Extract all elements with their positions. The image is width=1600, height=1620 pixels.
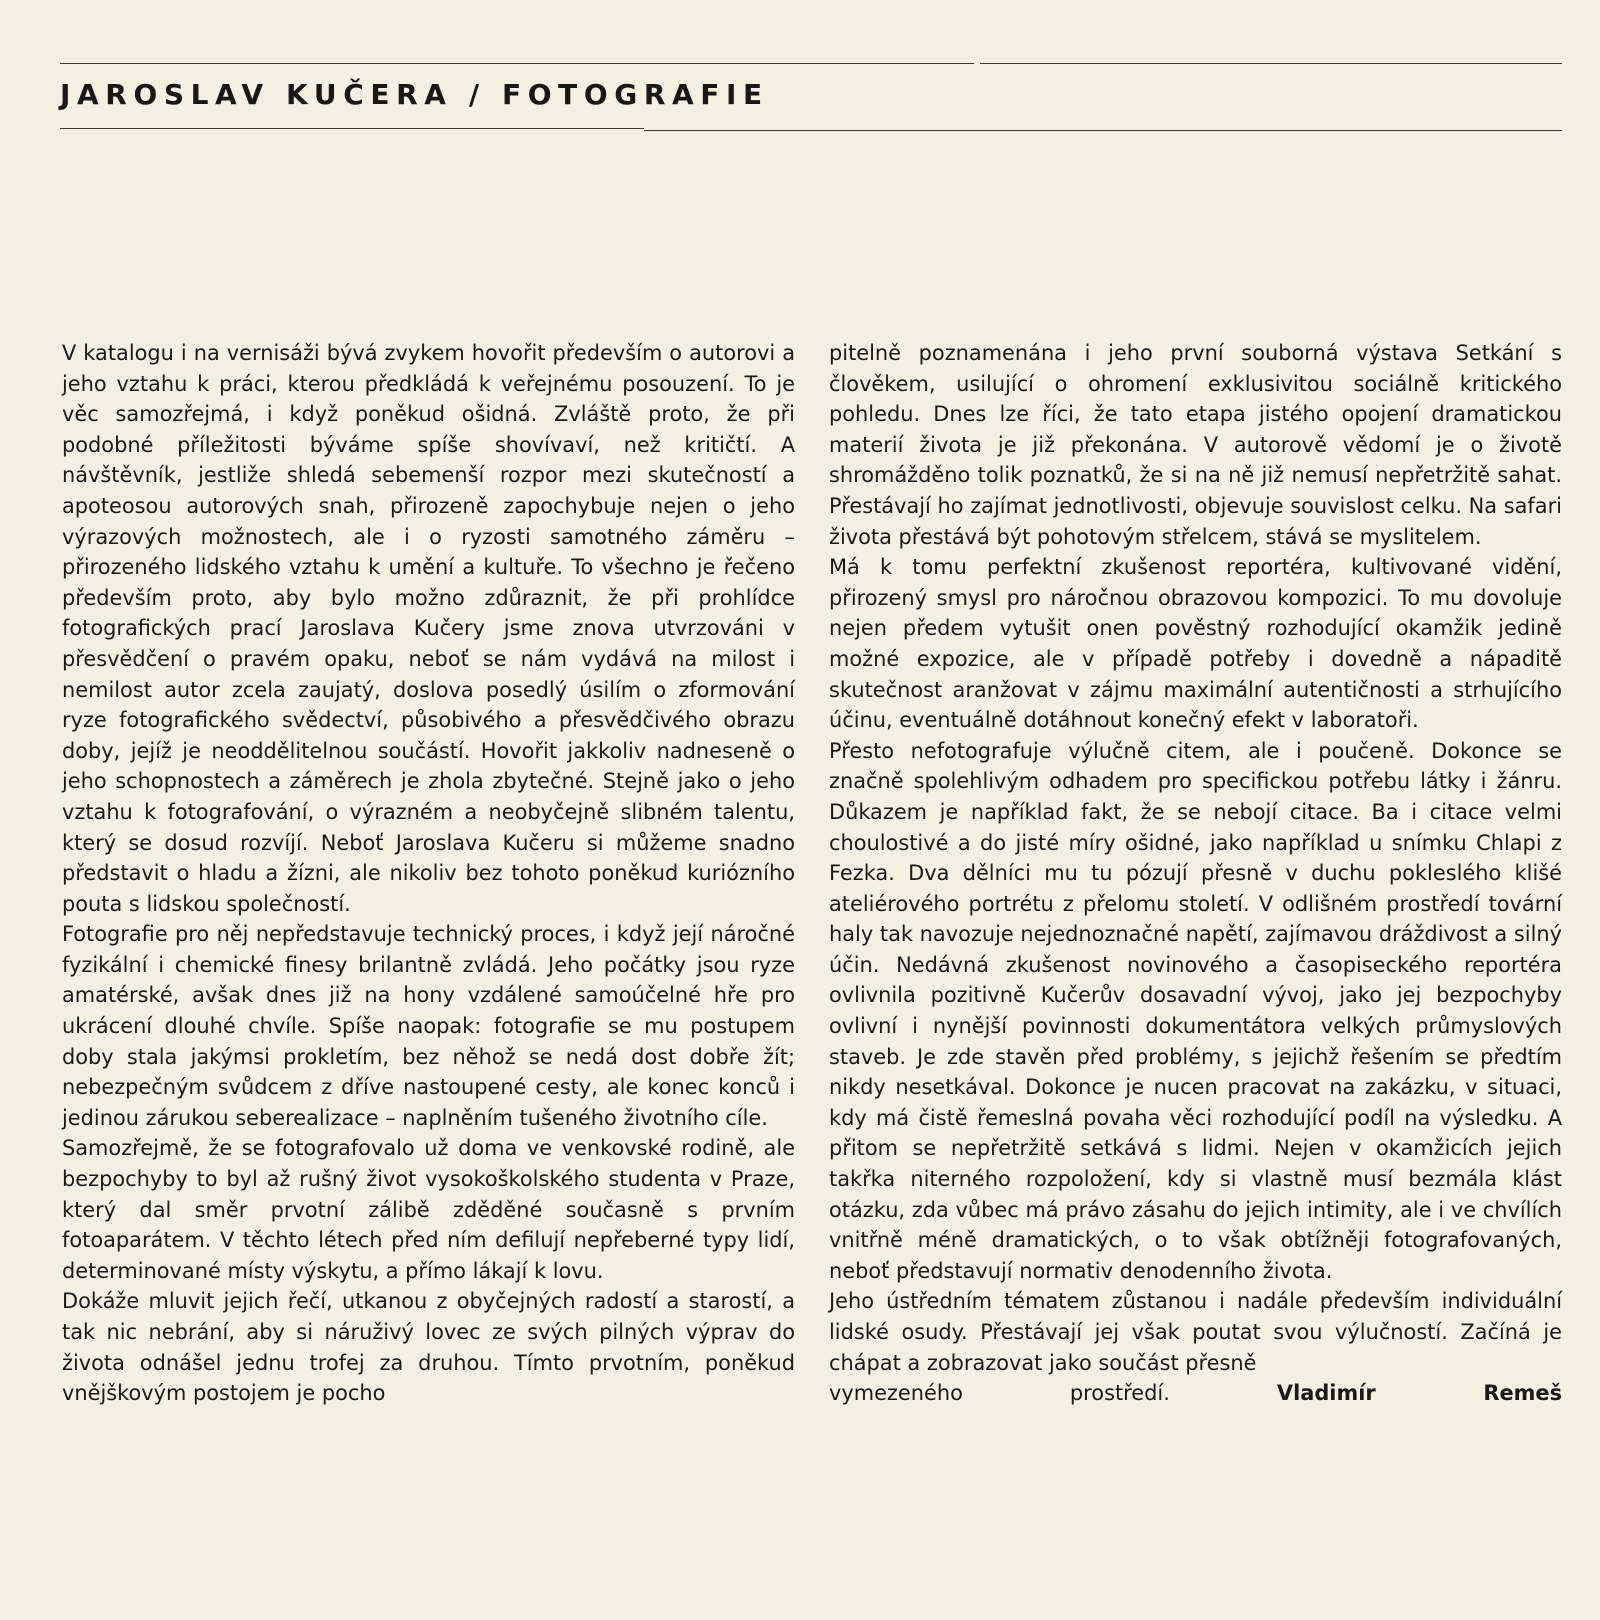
paragraph: Má k tomu perfektní zkušenost reportéra, kultivované vidění, přirozený smysl pro náročnou obrazovou kompozici. To mu dovoluje nejen předem vytušit onen pověstný rozhodující okamžik jedině možné expozice, ale v případě potřeby i dovedně a nápaditě skutečnost aranžovat v zájmu maximální autentičnosti a strhujícího účinu, eventuálně dotáhnout konečný efekt v laboratoři.	[829, 555, 1562, 733]
paragraph: Fotografie pro něj nepředstavuje technický proces, i když její náročné fyzikální i chemické finesy brilantně zvládá. Jeho počátky jsou ryze amatérské, avšak dnes již na hony vzdálené samoúčelné hře pro ukrácení dlouhé chvíle. Spíše naopak: fotografie se mu postupem doby stala jakýmsi prokletím, bez něhož se nedá dost dobře žít; nebezpečným svůdcem z dříve nastoupené cesty, ale konec konců i jedinou zárukou seberealizace – naplněním tušeného životního cíle.	[62, 922, 795, 1130]
paragraph: Samozřejmě, že se fotografovalo už doma ve venkovské rodině, ale bezpochyby to byl až rušný život vysokoškolského studenta v Praze, který dal směr prvotní zálibě zděděné současně s prvním fotoaparátem. V těchto létech před ním defilují nepřeberné typy lidí, determinované místy výskytu, a přímo lákají k lovu.	[62, 1136, 795, 1283]
paragraph: pitelně poznamenána i jeho první souborná výstava Setkání s člověkem, usilující o ohromení exklusivitou sociálně kritického pohledu. Dnes lze říci, že tato etapa jistého opojení dramatickou materií života je již překonána. V autorově vědomí je o životě shromážděno tolik poznatků, že si na ně již nemusí nepřetržitě sahat. Přestávají ho zajímat jednotlivosti, objevuje souvislost celku. Na safari života přestává být pohotovým střelcem, stává se myslitelem.	[829, 341, 1562, 549]
paragraph: Přesto nefotografuje výlučně citem, ale i poučeně. Dokonce se značně spolehlivým odhadem pro specifickou potřebu látky i žánru. Důkazem je například fakt, že se nebojí citace. Ba i citace velmi choulostivé a do jisté míry ošidné, jako například u snímku Chlapi z Fezka. Dva dělníci mu tu pózují přesně v duchu pokleslého klišé ateliérového portrétu z přelomu století. V odlišném prostředí tovární haly tak navozuje nejednoznačné napětí, zajímavou dráždivost a silný účin. Nedávná zkušenost novinového a časopiseckého reportéra ovlivnila pozitivně Kučerův dosavadní vývoj, jako jej bezpochyby ovlivní i nynější povinnosti dokumentátora velkých průmyslových staveb. Je zde stavěn před problémy, s jejichž řešením se předtím nikdy nesetkával. Dokonce je nucen pracovat na zakázku, v situaci, kdy má čistě řemeslná povaha věci rozhodující podíl na výsledku. A přitom se nepřetržitě setkává s lidmi. Nejen v okamžicích jejich takřka niterného rozpoložení, kdy si vlastně musí bezmála klást otázku, zda vůbec má právo zásahu do jejich intimity, ale i ve chvílích vnitřně méně dramatických, o to však obtížněji fotografovaných, neboť představují normativ denodenního života.	[829, 738, 1562, 1283]
top-rule-right	[980, 63, 1562, 64]
closing-text: vymezeného prostředí.	[829, 1381, 1170, 1406]
paragraph: Jeho ústředním tématem zůstanou i nadále především individuální lidské osudy. Přestávají jej však poutat svou výlučností. Začíná je chápat a zobrazovat jako součást přesně	[829, 1289, 1562, 1375]
author-signature: Vladimír Remeš	[1276, 1381, 1563, 1406]
top-rule	[60, 63, 974, 64]
closing-line	[829, 1378, 1562, 1409]
paragraph: V katalogu i na vernisáži bývá zvykem hovořit především o autorovi a jeho vztahu k práci, kterou předkládá k veřejnému posouzení. To je věc samozřejmá, i když poněkud ošidná. Zvláště proto, že při podobné příležitosti býváme spíše shovívaví, než kritičtí. A návštěvník, jestliže shledá sebemenší rozpor mezi skutečností a apoteosou autorových snah, přirozeně zapochybuje nejen o jeho výrazových možnostech, ale i o ryzosti samotného záměru – přirozeného lidského vztahu k umění a kultuře. To všechno je řečeno především proto, aby bylo možno zdůraznit, že při prohlídce fotografických prací Jaroslava Kučery jsme znova utvrzováni v přesvědčení o pravém opaku, neboť se nám vydává na milost i nemilost autor zcela zaujatý, doslova posedlý úsilím o zformování ryze fotografického svědectví, působivého a přesvědčivého obrazu doby, jejíž je neoddělitelnou součástí. Hovořit jakkoliv nadneseně o jeho schopnostech a záměrech je zhola zbytečné. Stejně jako o jeho vztahu k fotografování, o výrazném a neobyčejně slibném talentu, který se dosud rozvíjí. Neboť Jaroslava Kučeru si můžeme snadno představit o hladu a žízni, ale nikoliv bez tohoto poněkud kuriózního pouta s lidskou společností.	[62, 341, 795, 916]
paragraph: Dokáže mluvit jejich řečí, utkanou z obyčejných radostí a starostí, a tak nic nebrání, aby si náruživý lovec ze svých pilných výprav do života odnášel jednu trofej za druhou. Tímto prvotním, poněkud vnějškovým postojem je pocho	[62, 1289, 795, 1406]
bottom-rule-right	[644, 130, 1562, 131]
article-right-column	[829, 338, 1562, 1409]
article-left-column	[62, 338, 795, 1409]
page-title: JAROSLAV KUČERA / FOTOGRAFIE	[60, 78, 769, 111]
bottom-rule	[60, 128, 644, 129]
